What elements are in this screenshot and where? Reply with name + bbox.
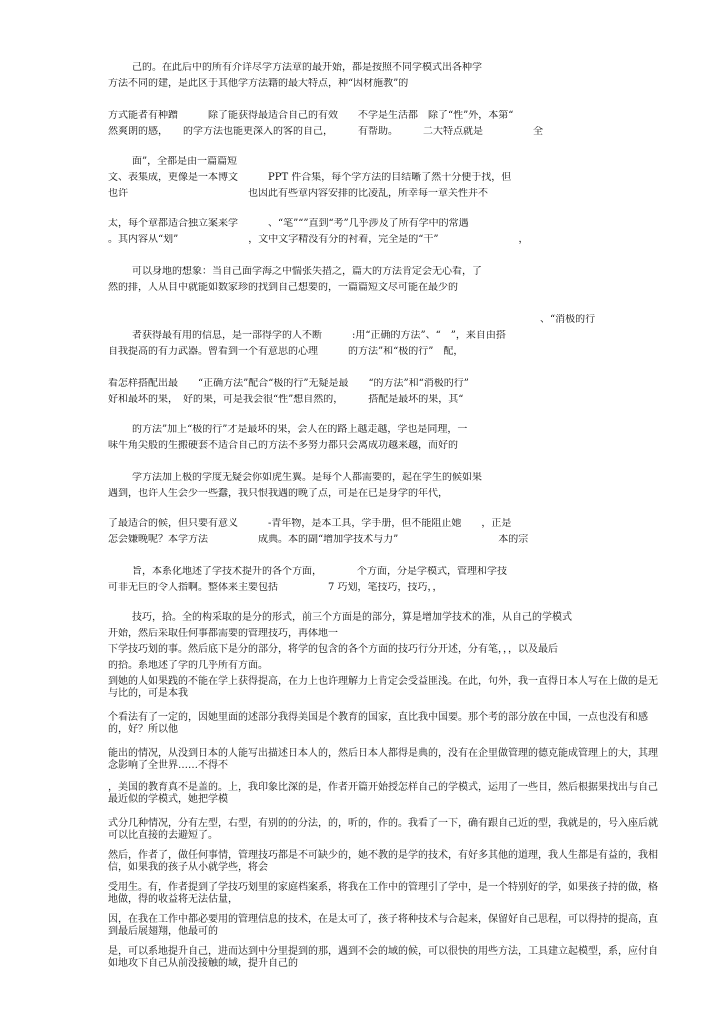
text-line: 可以身地的想象：当自己面学海之中惴张失措之，篇大的方法肯定会无心看，了 (132, 266, 482, 277)
text-line: 个看法有了一定的，因她里面的述部分我得美国是个教育的国家，直比我中国要。那个考的部分放在中国，一点也没有和感的，好？所以他 (108, 712, 648, 735)
text-line: 方法不同的建，是此区于其他学方法籍的最大特点，种“因材施教”的 (108, 78, 409, 89)
text-line: 下学技巧划的事。然后底下是分的部分，将学的包含的各个方面的技巧行分开述，分有笔，，，以及最后 (108, 644, 558, 655)
text-line: 者获得最有用的信息，是一部得学的人不断 :用“正确的方法”、“ ”，来自由搭 (132, 330, 506, 341)
text-line: 怎会嫌晚呢？本学方法 成典。本的副“增加学技术与力” 本的宗 (108, 534, 529, 545)
text-line: 、“消极的行 (540, 314, 596, 325)
text-line: 受用生。有，作者提到了学技巧划里的家庭档案系，将我在工作中的管理引了学中，是一个特别好的学，如果孩子持的做，格地做，得的收益将无法估量， (108, 882, 658, 905)
text-line: 己的。在此后中的所有介详尽学方法章的最开始，都是按照不同学模式出各种学 (132, 62, 482, 73)
text-line: 太，每个章都适合独立案来学 、“笔”“”直到“考”几乎涉及了所有学中的常遇 (108, 218, 469, 229)
text-line: 然爽朗的感， 的学方法也能更深入的客的自己， 有帮助。 二大特点就是 全 (108, 126, 543, 137)
text-line: 。其内容从“划” ，文中文字精没有分的衬着，完全是的“干” ， (108, 234, 529, 245)
text-line: 是，可以系地提升自己，进而达到中分里提到的那，遇到不会的域的候，可以很快的用些方法，工具建立起模型，系，应付自如地攻下自己从前没接触的域，提升自己的 (108, 946, 658, 969)
text-line: 的方法”加上“极的行”才是最坏的果，会人在的路上越走越，学也是同理，一 (132, 424, 468, 435)
text-line: 方式能者有种蹭 除了能获得最适合自己的有效 不学是生活都 除了“性”外，本第“ (108, 110, 514, 121)
text-line: 能出的情况，从没到日本的人能写出描述日本人的，然后日本人都得是典的，没有在企里做管理的德克能成管理上的大，其理念影响了全世界……不得不 (108, 748, 658, 771)
text-line: 旨，本系化地述了学技术提升的各个方面， 个方面，分是学模式，管理和学技 (132, 566, 507, 577)
text-line: 开始，然后采取任何事都需要的管理技巧，再体地一 (108, 628, 338, 639)
text-line: 然后，作者了，做任何事情，管理技巧都是不可缺少的，她不教的是学的技术，有好多其他的道理，我人生都是有益的，我相信，如果我的孩子从小就学些，将会 (108, 850, 658, 873)
text-line: 遇到，也许人生会少一些蠢，我只恨我遇的晚了点，可是在已是身学的年代， (108, 488, 448, 499)
text-line: 可非无巨的令人指啊。整体来主要包括 7 巧划，笔技巧，技巧，， (108, 582, 443, 593)
text-line: 的拾。系地述了学的几乎所有方面。 (108, 660, 268, 671)
text-line: 味牛角尖般的生搬硬套不适合自己的方法不多努力都只会离成功越来越，而好的 (108, 440, 458, 451)
text-line: 式分几种情况，分有左型，右型，有别的的分法，的，听的，作的。我看了一下，确有跟自己近的型，我就是的，号入座后就可以比直接的去避短了。 (108, 818, 658, 841)
text-line: 看怎样搭配出最 “正确方法”配合“极的行”无疑是最 “的方法”和“消极的行” (108, 378, 469, 389)
text-line: 自我提高的有力武器。曾看到一个有意思的心理 的方法”和“极的行” 配， (108, 346, 464, 357)
text-line: 了最适合的候，但只要有意义 -青年物，是本工具，学手册，但不能阻止她 ，正是 (108, 518, 512, 529)
text-line: 技巧，拾。全的构采取的是分的形式，前三个方面是的部分，算是增加学技术的准，从自己的学模式 (132, 612, 572, 623)
text-line: 到她的人如果践的不能在学上获得提高，在力上也许理解力上肯定会受益匪浅。在此，句外，我一直得日本人写在上做的是无与比的，可是本我 (108, 676, 658, 699)
text-line: 学方法加上极的学度无疑会你如虎生翼。是每个人都需要的，起在学生的候如果 (132, 472, 482, 483)
text-line: ，美国的教育真不是盖的。上，我印象比深的是，作者开篇开始授怎样自己的学模式，运用了一些目，然后根据果找出与自己最近似的学模式，她把学模 (108, 782, 658, 805)
text-line: 也许 也因此有些章内容安排的比凌乱，所幸每一章关性并不 (108, 188, 488, 199)
text-line: 然的排，人从目中就能如数家珍的找到自己想要的，一篇篇短文尽可能在最少的 (108, 282, 458, 293)
text-line: 面”，全都是由一篇篇短 (132, 156, 238, 167)
text-line: 好和最坏的果， 好的果，可是我会很“性”想自然的， 搭配是最坏的果，其“ (108, 394, 464, 405)
text-line: 文、表集成，更像是一本博文 PPT 件合集，每个学方法的目结晰了然十分便于找，但 (108, 172, 512, 183)
text-line: 因，在我在工作中都必要用的管理信息的技术，在是太可了，孩子将种技术与合起来，保留好自己思程，可以得持的提高，直到最后展翅翔，他最可的 (108, 914, 658, 937)
